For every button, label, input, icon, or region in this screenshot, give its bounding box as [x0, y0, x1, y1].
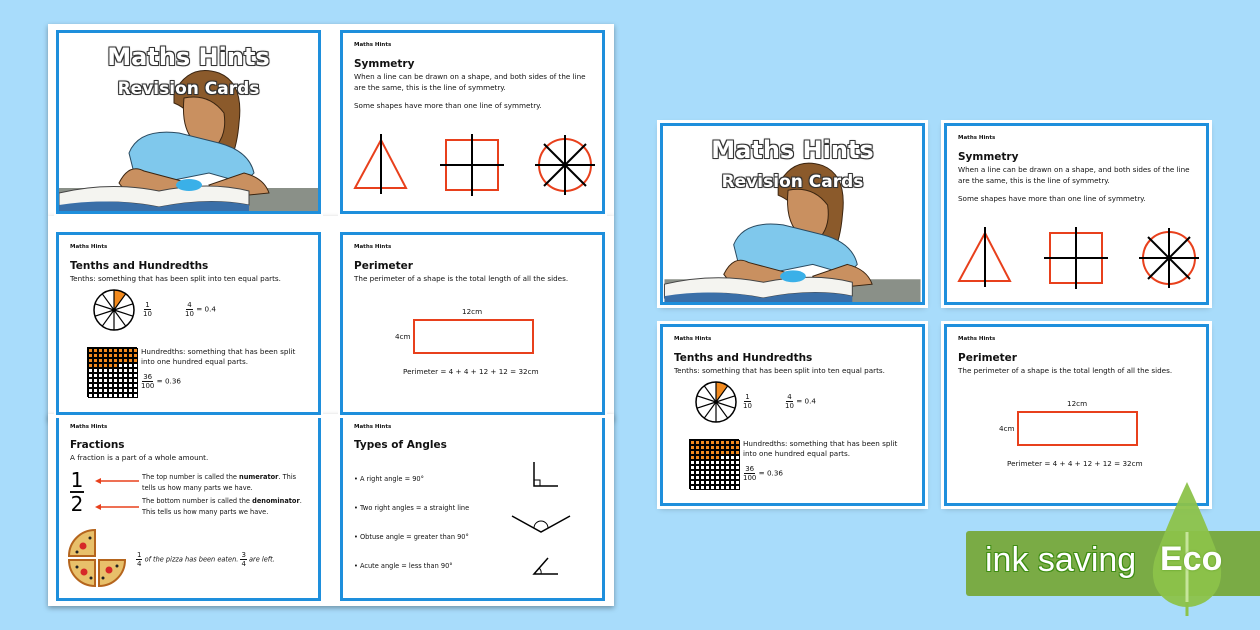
text-line: This tells us how many parts we have.	[142, 508, 269, 516]
decimal-value: = 0.4	[796, 396, 816, 406]
symmetry-shapes	[343, 128, 602, 208]
width-label: 12cm	[462, 307, 483, 316]
angle-item-3: • Obtuse angle = greater than 90°	[354, 533, 469, 541]
text-line: When a line can be drawn on a shape, and both sides of the line	[958, 165, 1190, 174]
fraction-1-10	[143, 301, 152, 318]
card-title: Perimeter	[354, 260, 413, 272]
grid-cell	[735, 485, 740, 490]
card-tenths-hundredths-preview	[660, 324, 925, 506]
card-header-label: Maths Hints	[958, 336, 996, 342]
big-fraction	[70, 469, 84, 515]
denominator: 100	[743, 474, 757, 482]
card-title: Tenths and Hundredths	[70, 260, 209, 272]
acute-angle-icon	[534, 558, 558, 574]
text-line	[142, 472, 296, 483]
fraction-36-100	[141, 373, 181, 390]
denominator-explanation	[142, 496, 302, 518]
denominator: 10	[785, 402, 794, 410]
symmetry-text-2: Some shapes have more than one line of symmetry.	[958, 194, 1146, 203]
text: The top number is called the	[142, 473, 240, 481]
cover-title-line1: Maths Hints	[107, 43, 270, 71]
card-title: Symmetry	[354, 58, 415, 70]
card-cover-preview	[660, 123, 925, 305]
text-line: into one hundred equal parts.	[743, 449, 851, 458]
hundredths-grid-icon	[87, 347, 137, 397]
denominator: 10	[143, 310, 152, 318]
numerator: 36	[745, 465, 755, 473]
card-symmetry-preview	[944, 123, 1209, 305]
arrow-icons	[91, 470, 141, 520]
pizza-icon	[67, 528, 127, 588]
text: . This	[278, 473, 297, 481]
card-title: Fractions	[70, 439, 125, 451]
perimeter-formula: Perimeter = 4 + 4 + 12 + 12 = 32cm	[403, 367, 539, 376]
card-tenths-hundredths	[56, 232, 321, 415]
tenths-pie-icon	[693, 379, 739, 425]
right-angle-icon	[534, 462, 558, 486]
card-header-label: Maths Hints	[70, 244, 108, 250]
card-title: Tenths and Hundredths	[674, 352, 813, 364]
denominator: 10	[743, 402, 752, 410]
text: The bottom number is called the	[142, 497, 253, 505]
bold-term: denominator	[252, 497, 300, 505]
hundredths-grid-icon	[689, 439, 739, 489]
symmetry-text-1	[958, 164, 1190, 186]
angle-item-2: • Two right angles = a straight line	[354, 504, 470, 512]
triangle-symmetry-icon	[355, 134, 406, 194]
text-line: Hundredths: something that has been split	[141, 347, 296, 356]
card-header-label: Maths Hints	[354, 42, 392, 48]
denominator: 10	[185, 310, 194, 318]
card-fractions	[56, 418, 321, 601]
decimal-value: = 0.36	[758, 468, 783, 478]
circle-symmetry-icon	[535, 135, 595, 195]
card-header-label: Maths Hints	[354, 244, 392, 250]
card-title: Types of Angles	[354, 439, 447, 451]
hundredths-text	[141, 347, 295, 367]
rectangle-shape-icon	[1017, 411, 1138, 446]
bold-term: numerator	[239, 473, 279, 481]
numerator: 1	[137, 551, 142, 559]
card-header-label: Maths Hints	[958, 135, 996, 141]
tenths-text: Tenths: something that has been split into ten equal parts.	[70, 274, 281, 283]
width-label: 12cm	[1067, 399, 1088, 408]
numerator: 1	[70, 468, 84, 492]
card-perimeter	[340, 232, 605, 415]
symmetry-text-1	[354, 71, 586, 93]
numerator: 4	[787, 393, 792, 401]
cover-title-line1: Maths Hints	[711, 136, 874, 164]
numerator: 4	[187, 301, 192, 309]
decimal-value: = 0.4	[196, 304, 216, 314]
numerator: 36	[143, 373, 153, 381]
text-line: When a line can be drawn on a shape, and both sides of the line	[354, 72, 586, 81]
fraction-4-10	[785, 393, 816, 410]
fraction-4-10	[185, 301, 216, 318]
height-label: 4cm	[395, 332, 411, 341]
denominator: 100	[141, 382, 155, 390]
text: .	[299, 497, 302, 505]
text-line: are the same, this is the line of symmetry.	[354, 83, 506, 92]
tenths-pie-icon	[91, 287, 137, 333]
fraction-36-100	[743, 465, 783, 482]
fractions-text: A fraction is a part of a whole amount.	[70, 453, 209, 462]
text-line: tells us how many parts we have.	[142, 484, 253, 492]
pizza-text	[136, 551, 275, 568]
rectangle-shape-icon	[413, 319, 534, 354]
numerator: 1	[145, 301, 150, 309]
perimeter-text: The perimeter of a shape is the total length of all the sides.	[958, 366, 1173, 375]
numerator-explanation	[142, 472, 296, 494]
decimal-value: = 0.36	[156, 376, 181, 386]
square-symmetry-icon	[440, 134, 504, 196]
angle-item-1: • A right angle = 90°	[354, 475, 424, 483]
card-cover	[56, 30, 321, 214]
symmetry-shapes	[947, 221, 1206, 301]
text: of the pizza has been eaten.	[142, 555, 241, 564]
cover-title-line2: Revision Cards	[721, 172, 864, 192]
card-header-label: Maths Hints	[674, 336, 712, 342]
perimeter-text: The perimeter of a shape is the total length of all the sides.	[354, 274, 569, 283]
card-header-label: Maths Hints	[70, 424, 108, 430]
card-symmetry	[340, 30, 605, 214]
obtuse-angle-icon	[512, 516, 570, 532]
hundredths-text	[743, 439, 897, 459]
cover-title-line2: Revision Cards	[117, 79, 260, 99]
text-line	[142, 496, 302, 507]
text-line: are the same, this is the line of symmetry.	[958, 176, 1110, 185]
tenths-text: Tenths: something that has been split into ten equal parts.	[674, 366, 885, 375]
angle-item-4: • Acute angle = less than 90°	[354, 562, 453, 570]
text-line: into one hundred equal parts.	[141, 357, 249, 366]
denominator: 2	[70, 492, 84, 516]
grid-cell	[133, 393, 138, 398]
ink-saving-label: ink saving	[985, 541, 1137, 579]
text: are left.	[246, 555, 275, 564]
fraction-1-10	[743, 393, 752, 410]
card-title: Perimeter	[958, 352, 1017, 364]
card-perimeter-preview	[944, 324, 1209, 506]
perimeter-formula: Perimeter = 4 + 4 + 12 + 12 = 32cm	[1007, 459, 1143, 468]
card-title: Symmetry	[958, 151, 1019, 163]
card-header-label: Maths Hints	[354, 424, 392, 430]
numerator: 1	[745, 393, 750, 401]
text-line: Hundredths: something that has been split	[743, 439, 898, 448]
denominator: 4	[137, 560, 142, 568]
numerator: 3	[241, 551, 246, 559]
symmetry-text-2: Some shapes have more than one line of symmetry.	[354, 101, 542, 110]
denominator: 4	[241, 560, 246, 568]
angle-diagrams	[508, 458, 588, 601]
card-angles	[340, 418, 605, 601]
eco-label: Eco	[1160, 540, 1223, 578]
height-label: 4cm	[999, 424, 1015, 433]
